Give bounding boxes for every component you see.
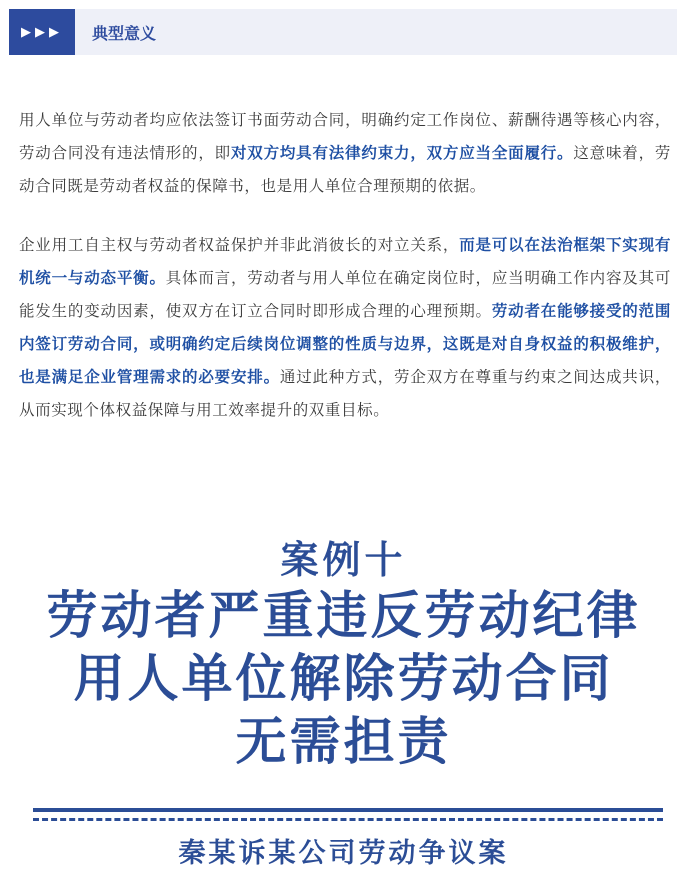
- section-title: 典型意义: [92, 23, 157, 43]
- divider-dashed: [33, 818, 663, 821]
- paragraph-2: [19, 229, 671, 427]
- case-title-line: 劳动者严重违反劳动纪律: [46, 587, 641, 646]
- triple-arrow-icon: ▶▶▶: [9, 9, 75, 55]
- case-subtitle: 秦某诉某公司劳动争议案: [178, 838, 509, 869]
- section-header: [9, 9, 677, 55]
- highlight-text: 而是可以在法治框架下实现有机统一与动态平衡。: [19, 236, 671, 287]
- highlight-text: 劳动者在能够接受的范围内签订劳动合同，或明确约定后续岗位调整的性质与边界，这既是对自身权益的积极维护，也是满足企业管理需求的必要安排。: [19, 302, 671, 386]
- highlight-text: 对双方均具有法律约束力，双方应当全面履行。: [230, 144, 574, 162]
- paragraph-text: 具体而言，劳动者与用人单位在确定岗位时，应当明确工作内容及其可能发生的变动因素，使双方在订立合同时即形成合理的心理预期。: [19, 269, 671, 320]
- case-title-line: 用人单位解除劳动合同: [73, 650, 614, 709]
- case-title-line: 无需担责: [235, 713, 452, 772]
- paragraph-text: 用人单位与劳动者均应依法签订书面劳动合同，明确约定工作岗位、薪酬待遇等核心内容，劳动合同没有违法情形的，即: [19, 111, 671, 162]
- case-heading: [0, 535, 687, 774]
- case-label: 案例十: [280, 538, 407, 582]
- divider-solid: [33, 808, 663, 812]
- paragraph-text: 这意味着，劳动合同既是劳动者权益的保障书，也是用人单位合理预期的依据。: [19, 144, 671, 195]
- paragraph-text: 企业用工自主权与劳动者权益保护并非此消彼长的对立关系，: [19, 236, 460, 254]
- paragraph-1: [19, 104, 671, 203]
- paragraph-text: 通过此种方式，劳企双方在尊重与约束之间达成共识，从而实现个体权益保障与用工效率提升的双重目标。: [19, 368, 672, 419]
